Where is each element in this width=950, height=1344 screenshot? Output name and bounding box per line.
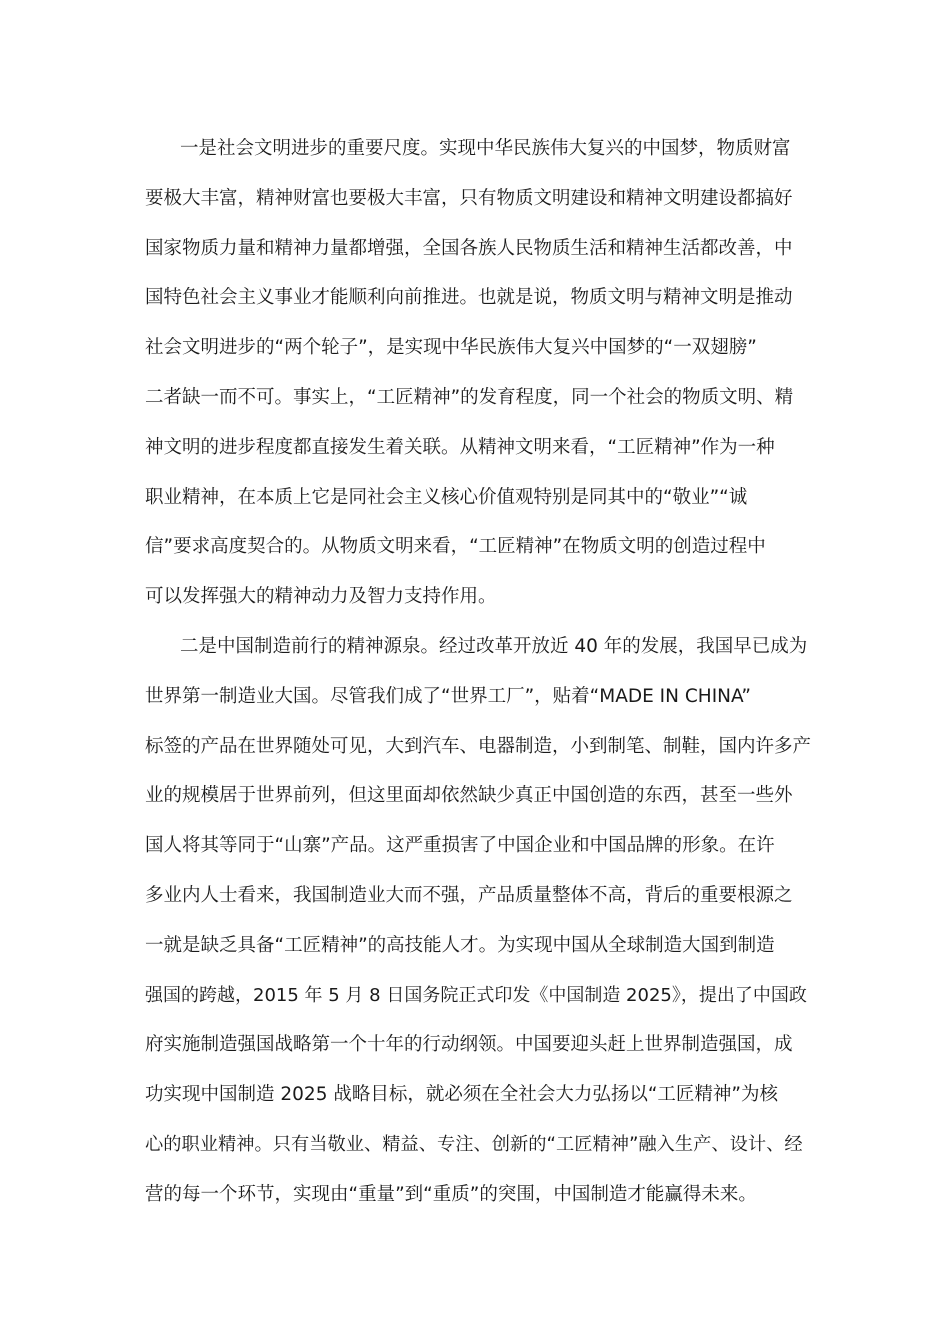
paragraph-line: 社会文明进步的“两个轮子”，是实现中华民族伟大复兴中国梦的“一双翅膀”: [145, 337, 757, 359]
paragraph-line: 一是社会文明进步的重要尺度。实现中华民族伟大复兴的中国梦，物质财富: [180, 138, 791, 159]
paragraph-line: 国特色社会主义事业才能顺利向前推进。也就是说，物质文明与精神文明是推动: [145, 287, 793, 309]
paragraph-line: 信”要求高度契合的。从物质文明来看，“工匠精神”在物质文明的创造过程中: [145, 536, 766, 558]
paragraph-line: 强国的跨越，2015 年 5 月 8 日国务院正式印发《中国制造 2025》，提出了中国政: [145, 984, 807, 1006]
paragraph-line: 要极大丰富，精神财富也要极大丰富，只有物质文明建设和精神文明建设都搞好: [145, 187, 793, 209]
paragraph-line: 国家物质力量和精神力量都增强，全国各族人民物质生活和精神生活都改善，中: [145, 237, 793, 259]
paragraph-line: 可以发挥强大的精神动力及智力支持作用。: [145, 586, 497, 608]
paragraph-line: 世界第一制造业大国。尽管我们成了“世界工厂”，贴着“MADE IN CHINA”: [145, 685, 751, 707]
paragraph-line: 心的职业精神。只有当敬业、精益、专注、创新的“工匠精神”融入生产、设计、经: [145, 1133, 803, 1155]
paragraph-1: [145, 124, 810, 622]
paragraph-line: 府实施制造强国战略第一个十年的行动纲领。中国要迎头赶上世界制造强国，成: [145, 1034, 793, 1056]
paragraph-line: 二是中国制造前行的精神源泉。经过改革开放近 40 年的发展，我国早已成为: [180, 635, 808, 657]
paragraph-line: 神文明的进步程度都直接发生着关联。从精神文明来看，“工匠精神”作为一种: [145, 436, 775, 458]
paragraph-line: 营的每一个环节，实现由“重量”到“重质”的突围，中国制造才能赢得未来。: [145, 1183, 757, 1205]
paragraph-line: 标签的产品在世界随处可见，大到汽车、电器制造，小到制笔、制鞋，国内许多产: [145, 735, 812, 757]
paragraph-line: 业的规模居于世界前列，但这里面却依然缺少真正中国创造的东西，甚至一些外: [145, 785, 793, 807]
document-body: [145, 124, 810, 1220]
paragraph-line: 国人将其等同于“山寨”产品。这严重损害了中国企业和中国品牌的形象。在许: [145, 835, 775, 857]
paragraph-line: 一就是缺乏具备“工匠精神”的高技能人才。为实现中国从全球制造大国到制造: [145, 934, 775, 956]
paragraph-2: [145, 622, 810, 1220]
paragraph-line: 职业精神，在本质上它是同社会主义核心价值观特别是同其中的“敬业”“诚: [145, 486, 748, 508]
paragraph-line: 功实现中国制造 2025 战略目标，就必须在全社会大力弘扬以“工匠精神”为核: [145, 1084, 779, 1106]
paragraph-line: 二者缺一而不可。事实上，“工匠精神”的发育程度，同一个社会的物质文明、精: [145, 386, 794, 408]
paragraph-line: 多业内人士看来，我国制造业大而不强，产品质量整体不高，背后的重要根源之: [145, 884, 793, 906]
